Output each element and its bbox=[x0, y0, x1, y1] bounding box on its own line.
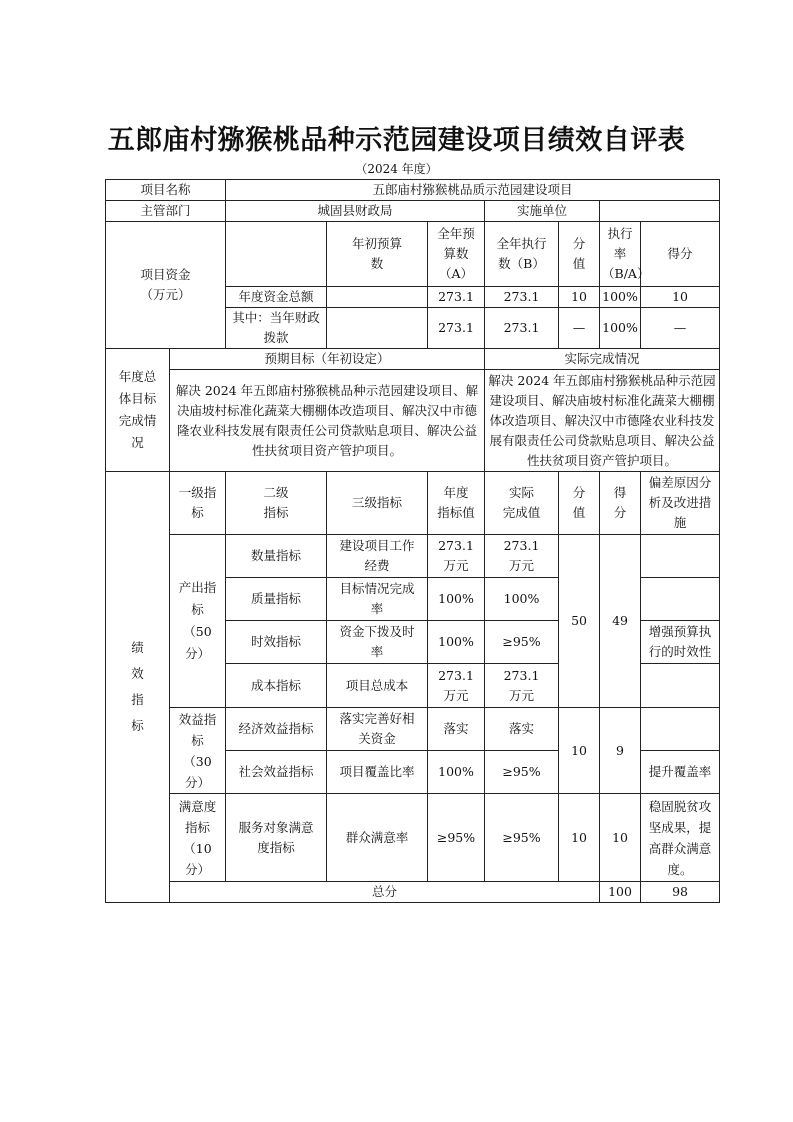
target-value: 落实 bbox=[428, 708, 485, 751]
funds-executed: 273.1 bbox=[485, 287, 559, 308]
l2-indicator: 成本指标 bbox=[226, 664, 327, 708]
target-value: 100% bbox=[428, 751, 485, 794]
target-value: 273.1 万元 bbox=[428, 664, 485, 708]
deviation-note bbox=[641, 708, 720, 751]
funds-score-value: — bbox=[559, 308, 600, 349]
l2-indicator: 数量指标 bbox=[226, 535, 327, 578]
total-label: 总分 bbox=[170, 882, 600, 903]
funds-rate: 100% bbox=[600, 308, 641, 349]
goals-header-row bbox=[106, 349, 720, 370]
funds-header-rate: 执行率 （B/A） bbox=[600, 222, 641, 287]
project-name-row bbox=[106, 180, 720, 201]
actual-goal-text: 解决 2024 年五郎庙村猕猴桃品种示范园建设项目、解决庙坡村标准化蔬菜大棚棚体改造项目、解决汉中市德隆农业科技发展有限责任公司贷款贴息项目、解决公益性扶贫项目资产管护项目。 bbox=[485, 370, 720, 472]
funds-row-label: 年度资金总额 bbox=[226, 287, 327, 308]
target-value: 100% bbox=[428, 621, 485, 664]
perf-header-score-value: 分 值 bbox=[559, 472, 600, 535]
funds-header-blank bbox=[226, 222, 327, 287]
actual-value: 273.1 万元 bbox=[485, 535, 559, 578]
l3-indicator: 目标情况完成 率 bbox=[327, 578, 428, 621]
funds-header-executed: 全年执行 数（B） bbox=[485, 222, 559, 287]
implementing-unit-label: 实施单位 bbox=[485, 201, 600, 222]
department-value: 城固县财政局 bbox=[226, 201, 485, 222]
funds-initial bbox=[327, 287, 428, 308]
l2-indicator: 经济效益指标 bbox=[226, 708, 327, 751]
goals-content-row bbox=[106, 370, 720, 472]
l3-indicator: 群众满意率 bbox=[327, 794, 428, 882]
deviation-note bbox=[641, 664, 720, 708]
perf-header-row bbox=[106, 472, 720, 535]
department-row bbox=[106, 201, 720, 222]
actual-goal-header: 实际完成情况 bbox=[485, 349, 720, 370]
satisfaction-row bbox=[106, 794, 720, 882]
funds-row-label: 其中：当年财政拨款 bbox=[226, 308, 327, 349]
perf-header-l3: 三级指标 bbox=[327, 472, 428, 535]
perf-header-l2: 二级 指标 bbox=[226, 472, 327, 535]
perf-header-actual: 实际 完成值 bbox=[485, 472, 559, 535]
satisfaction-indicator-label: 满意度 指标 （10 分） bbox=[170, 794, 226, 882]
funds-label: 项目资金 （万元） bbox=[106, 222, 226, 349]
benefit-indicator-label: 效益指 标 （30 分） bbox=[170, 708, 226, 794]
expected-goal-text: 解决 2024 年五郎庙村猕猴桃品种示范园建设项目、解决庙坡村标准化蔬菜大棚棚体改造项目、解决汉中市德隆农业科技发展有限责任公司贷款贴息项目、解决公益性扶贫项目资产管护项目。 bbox=[170, 370, 485, 472]
page-title: 五郎庙村猕猴桃品种示范园建设项目绩效自评表 bbox=[107, 125, 686, 156]
deviation-note bbox=[641, 535, 720, 578]
implementing-unit-value bbox=[600, 201, 720, 222]
l2-indicator: 服务对象满意 度指标 bbox=[226, 794, 327, 882]
funds-score-value: 10 bbox=[559, 287, 600, 308]
total-row bbox=[106, 882, 720, 903]
satisfaction-score-value: 10 bbox=[559, 794, 600, 882]
actual-value: 100% bbox=[485, 578, 559, 621]
actual-value: ≥95% bbox=[485, 794, 559, 882]
perf-label: 绩 效 指 标 bbox=[106, 472, 170, 903]
target-value: ≥95% bbox=[428, 794, 485, 882]
deviation-note: 提升覆盖率 bbox=[641, 751, 720, 794]
funds-header-row bbox=[106, 222, 720, 287]
l3-indicator: 项目总成本 bbox=[327, 664, 428, 708]
funds-rate: 100% bbox=[600, 287, 641, 308]
output-indicator-label: 产出指 标 （50 分） bbox=[170, 535, 226, 708]
funds-score: 10 bbox=[641, 287, 720, 308]
year-subtitle: （2024 年度） bbox=[355, 162, 438, 176]
output-row-quantity bbox=[106, 535, 720, 578]
l2-indicator: 质量指标 bbox=[226, 578, 327, 621]
total-score-value: 100 bbox=[600, 882, 641, 903]
satisfaction-score: 10 bbox=[600, 794, 641, 882]
department-label: 主管部门 bbox=[106, 201, 226, 222]
total-score: 98 bbox=[641, 882, 720, 903]
deviation-note: 稳固脱贫攻 坚成果，提 高群众满意 度。 bbox=[641, 794, 720, 882]
l3-indicator: 资金下拨及时 率 bbox=[327, 621, 428, 664]
funds-score: — bbox=[641, 308, 720, 349]
project-name-label: 项目名称 bbox=[106, 180, 226, 201]
project-name-value: 五郎庙村猕猴桃品质示范园建设项目 bbox=[226, 180, 720, 201]
perf-header-l1: 一级指 标 bbox=[170, 472, 226, 535]
funds-budget: 273.1 bbox=[428, 287, 485, 308]
perf-header-note: 偏差原因分 析及改进措 施 bbox=[641, 472, 720, 535]
target-value: 273.1 万元 bbox=[428, 535, 485, 578]
evaluation-table bbox=[105, 179, 720, 903]
goals-label: 年度总 体目标 完成情 况 bbox=[106, 349, 170, 472]
benefit-score: 9 bbox=[600, 708, 641, 794]
output-score-value: 50 bbox=[559, 535, 600, 708]
funds-budget: 273.1 bbox=[428, 308, 485, 349]
benefit-score-value: 10 bbox=[559, 708, 600, 794]
l3-indicator: 项目覆盖比率 bbox=[327, 751, 428, 794]
l2-indicator: 时效指标 bbox=[226, 621, 327, 664]
l3-indicator: 落实完善好相 关资金 bbox=[327, 708, 428, 751]
perf-header-target: 年度 指标值 bbox=[428, 472, 485, 535]
expected-goal-header: 预期目标（年初设定） bbox=[170, 349, 485, 370]
funds-initial bbox=[327, 308, 428, 349]
l3-indicator: 建设项目工作 经费 bbox=[327, 535, 428, 578]
funds-header-score-value: 分 值 bbox=[559, 222, 600, 287]
funds-header-score: 得分 bbox=[641, 222, 720, 287]
perf-header-score: 得 分 bbox=[600, 472, 641, 535]
output-score: 49 bbox=[600, 535, 641, 708]
target-value: 100% bbox=[428, 578, 485, 621]
funds-executed: 273.1 bbox=[485, 308, 559, 349]
funds-header-budget: 全年预 算数 （A） bbox=[428, 222, 485, 287]
benefit-row-economic bbox=[106, 708, 720, 751]
deviation-note bbox=[641, 578, 720, 621]
actual-value: ≥95% bbox=[485, 621, 559, 664]
deviation-note: 增强预算执 行的时效性 bbox=[641, 621, 720, 664]
actual-value: 落实 bbox=[485, 708, 559, 751]
actual-value: ≥95% bbox=[485, 751, 559, 794]
actual-value: 273.1 万元 bbox=[485, 664, 559, 708]
l2-indicator: 社会效益指标 bbox=[226, 751, 327, 794]
funds-header-initial: 年初预算 数 bbox=[327, 222, 428, 287]
